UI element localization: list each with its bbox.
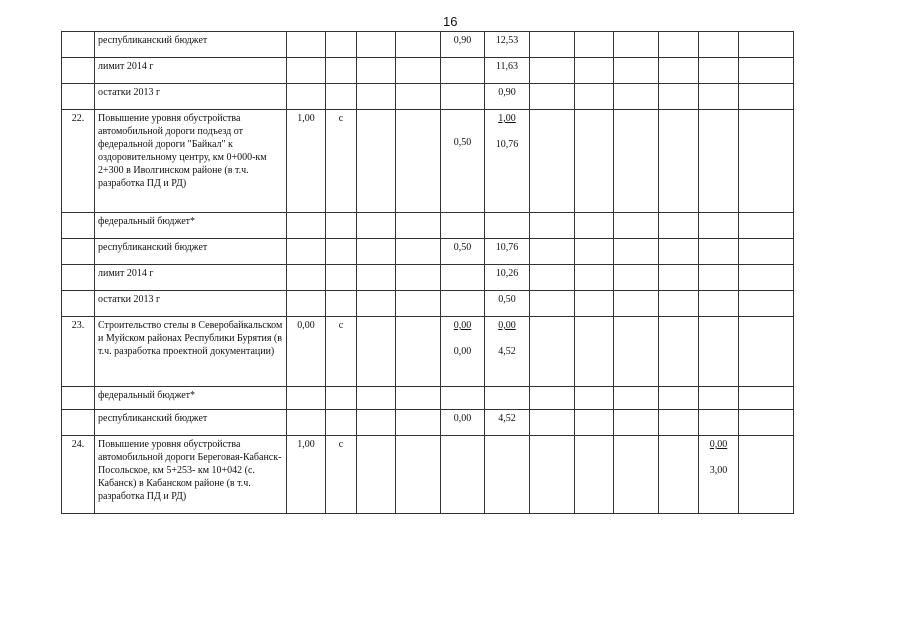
value-cell: 0,50 — [485, 291, 530, 317]
value-cell: 0,00 4,52 — [485, 317, 530, 387]
table-row — [62, 410, 794, 436]
table-row — [62, 32, 794, 58]
value-cell: 4,52 — [485, 410, 530, 436]
value-cell: 0,50 — [441, 239, 485, 265]
row-number-cell: 24. — [62, 436, 95, 514]
value-cell: 0,00 3,00 — [699, 436, 739, 514]
row-name-cell: Строительство стелы в Северобайкальском и Муйском районах Республики Бурятия (в т.ч. разработка проектной документации) — [95, 317, 287, 387]
value-cell: 12,53 — [485, 32, 530, 58]
row-number-cell: 22. — [62, 110, 95, 213]
value-cell: 0,50 — [441, 110, 485, 213]
value-cell: 0,00 — [287, 317, 326, 387]
table-row — [62, 58, 794, 84]
table-row — [62, 84, 794, 110]
page-number: 16 — [443, 14, 458, 29]
table-row — [62, 213, 794, 239]
value-cell: 0,00 — [441, 410, 485, 436]
value-cell: 0,90 — [441, 32, 485, 58]
value-cell: 0,90 — [485, 84, 530, 110]
row-name-cell: республиканский бюджет — [95, 239, 287, 265]
row-name-cell: остатки 2013 г — [95, 291, 287, 317]
type-cell: с — [326, 436, 357, 514]
table-row — [62, 239, 794, 265]
value-cell: 1,00 — [287, 110, 326, 213]
row-name-cell: республиканский бюджет — [95, 410, 287, 436]
row-name-cell: Повышение уровня обустройства автомобильной дороги Береговая-Кабанск-Посольское, км 5+253- км 10+042 (с. Кабанск) в Кабанском районе (в т.ч. разработка ПД и РД) — [95, 436, 287, 514]
table-row — [62, 110, 794, 213]
table-row — [62, 265, 794, 291]
type-cell: с — [326, 110, 357, 213]
row-number-cell — [62, 32, 95, 58]
value-cell: 10,26 — [485, 265, 530, 291]
table-row — [62, 436, 794, 514]
row-name-cell: лимит 2014 г — [95, 58, 287, 84]
row-name-cell: лимит 2014 г — [95, 265, 287, 291]
value-cell: 10,76 — [485, 239, 530, 265]
row-name-cell: Повышение уровня обустройства автомобильной дороги подъезд от федеральной дороги "Байкал" к оздоровительному центру, км 0+000-км 2+300 в Иволгинском районе (в т.ч. разработка ПД и РД) — [95, 110, 287, 213]
value-cell: 11,63 — [485, 58, 530, 84]
value-cell: 0,00 0,00 — [441, 317, 485, 387]
value-cell: 1,00 — [287, 436, 326, 514]
budget-table — [61, 31, 794, 514]
value-cell: 1,00 10,76 — [485, 110, 530, 213]
table-row — [62, 317, 794, 387]
row-name-cell: остатки 2013 г — [95, 84, 287, 110]
table-row — [62, 387, 794, 410]
row-name-cell: республиканский бюджет — [95, 32, 287, 58]
row-number-cell: 23. — [62, 317, 95, 387]
row-name-cell: федеральный бюджет* — [95, 213, 287, 239]
table-row — [62, 291, 794, 317]
type-cell: с — [326, 317, 357, 387]
row-name-cell: федеральный бюджет* — [95, 387, 287, 410]
